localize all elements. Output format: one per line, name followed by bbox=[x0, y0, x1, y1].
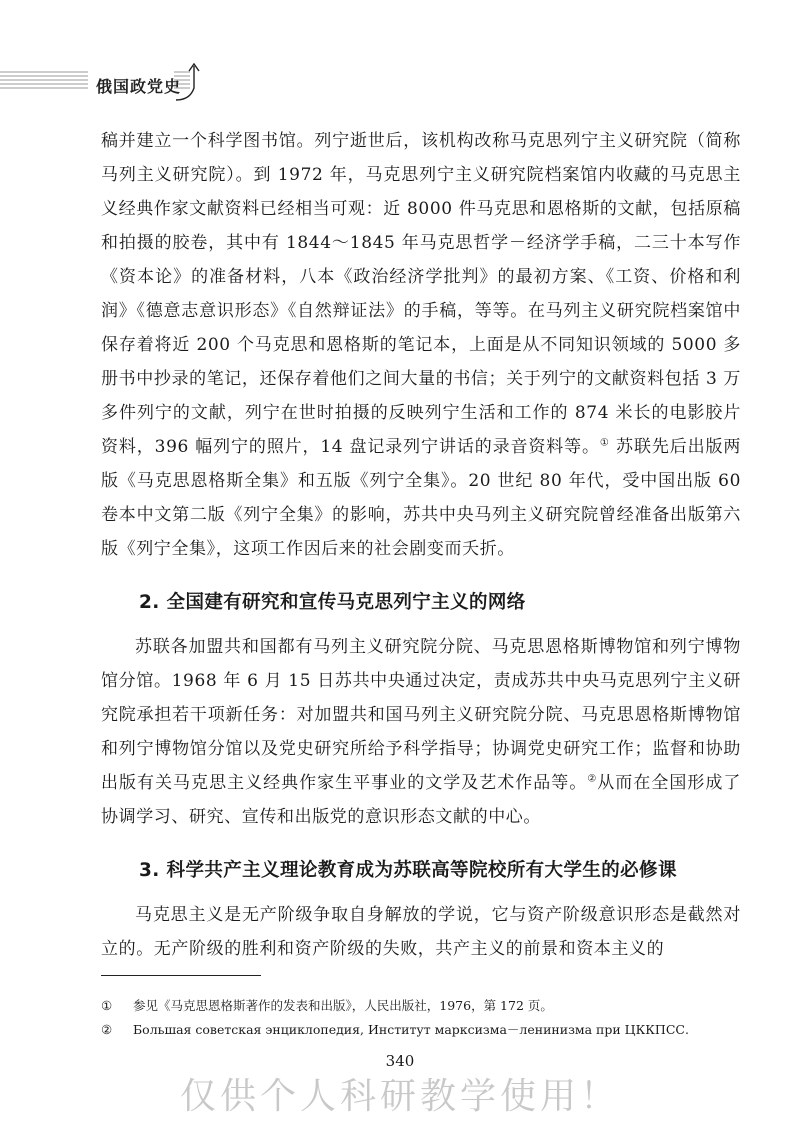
paragraph-2-text: 苏联各加盟共和国都有马列主义研究院分院、马克思恩格斯博物馆和列宁博物馆分馆。1968 年 6 月 15 日苏共中央通过决定，责成苏共中央马克思列宁主义研究院承担若干项新任务：对加盟共和国马列主义研究院分院、马克思恩格斯博物馆和列宁博物馆分馆以及党史研究所给予科学指导；协调党史研究工作；监督和协助出版有关马克思主义经典作家生平事业的文学及艺术作品等。 bbox=[101, 637, 741, 793]
paragraph-1 bbox=[101, 124, 741, 566]
watermark: 仅供个人科研教学使用！ bbox=[179, 1076, 620, 1117]
paragraph-1-text-cont: 苏联先后出版两版《马克思恩格斯全集》和五版《列宁全集》。20 世纪 80 年代，受中国出版 60 卷本中文第二版《列宁全集》的影响，苏共中央马列主义研究院曾经准备出版第六版《列宁全集》，这项工作因后来的社会剧变而夭折。 bbox=[101, 437, 741, 559]
footnotes bbox=[101, 994, 741, 1042]
book-title: 俄国政党史 bbox=[96, 77, 182, 96]
paragraph-3: 马克思主义是无产阶级争取自身解放的学说，它与资产阶级意识形态是截然对立的。无产阶级的胜利和资产阶级的失败，共产主义的前景和资本主义的 bbox=[101, 905, 741, 959]
paragraph-1-text: 稿并建立一个科学图书馆。列宁逝世后，该机构改称马克思列宁主义研究院（简称马列主义研究院）。到 1972 年，马克思列宁主义研究院档案馆内收藏的马克思主义经典作家文献资料已经相当可观：近 8000 件马克思和恩格斯的文献，包括原稿和拍摄的胶卷，其中有 1844～1845 年马克思哲学－经济学手稿，二三十本写作《资本论》的准备材料，八本《政治经济学批判》的最初方案、《工资、价格和利润》《德意志意识形态》《自然辩证法》的手稿，等等。在马列主义研究院档案馆中保存着将近 200 个马克思和恩格斯的笔记本，上面是从不同知识领域的 5000 多册书中抄录的笔记，还保存着他们之间大量的书信；关于列宁的文献资料包括 3 万多件列宁的文献，列宁在世时拍摄的反映列宁生活和工作的 874 米长的电影胶片资料，396 幅列宁的照片，14 盘记录列宁讲话的录音资料等。 bbox=[101, 131, 741, 457]
footnote-divider bbox=[101, 975, 261, 976]
footnote-text: Большая советская энциклопедия, Институт марксизма－ленинизма при ЦККПСС. bbox=[133, 1022, 689, 1037]
main-text bbox=[101, 124, 741, 966]
footnote-text: 参见《马克思恩格斯著作的发表和出版》，人民出版社，1976，第 172 页。 bbox=[133, 998, 553, 1013]
section-2-heading: 2. 全国建有研究和宣传马克思列宁主义的网络 bbox=[139, 592, 526, 613]
section-3-heading: 3. 科学共产主义理论教育成为苏联高等院校所有大学生的必修课 bbox=[139, 860, 677, 881]
paragraph-2-text-cont: 从而在全国形成了协调学习、研究、宣传和出版党的意识形态文献的中心。 bbox=[101, 773, 741, 827]
footnote-ref-2[interactable]: ② bbox=[587, 773, 598, 785]
paragraph-2 bbox=[101, 630, 741, 834]
footnote-item bbox=[101, 994, 741, 1018]
footnote-item bbox=[101, 1018, 741, 1042]
running-header bbox=[0, 60, 800, 104]
footnote-mark: ① bbox=[101, 998, 113, 1013]
header-arrow-icon bbox=[172, 60, 212, 104]
page-number: 340 bbox=[385, 1052, 415, 1070]
footnote-mark: ② bbox=[101, 1022, 113, 1037]
footnote-ref-1[interactable]: ① bbox=[599, 437, 610, 449]
